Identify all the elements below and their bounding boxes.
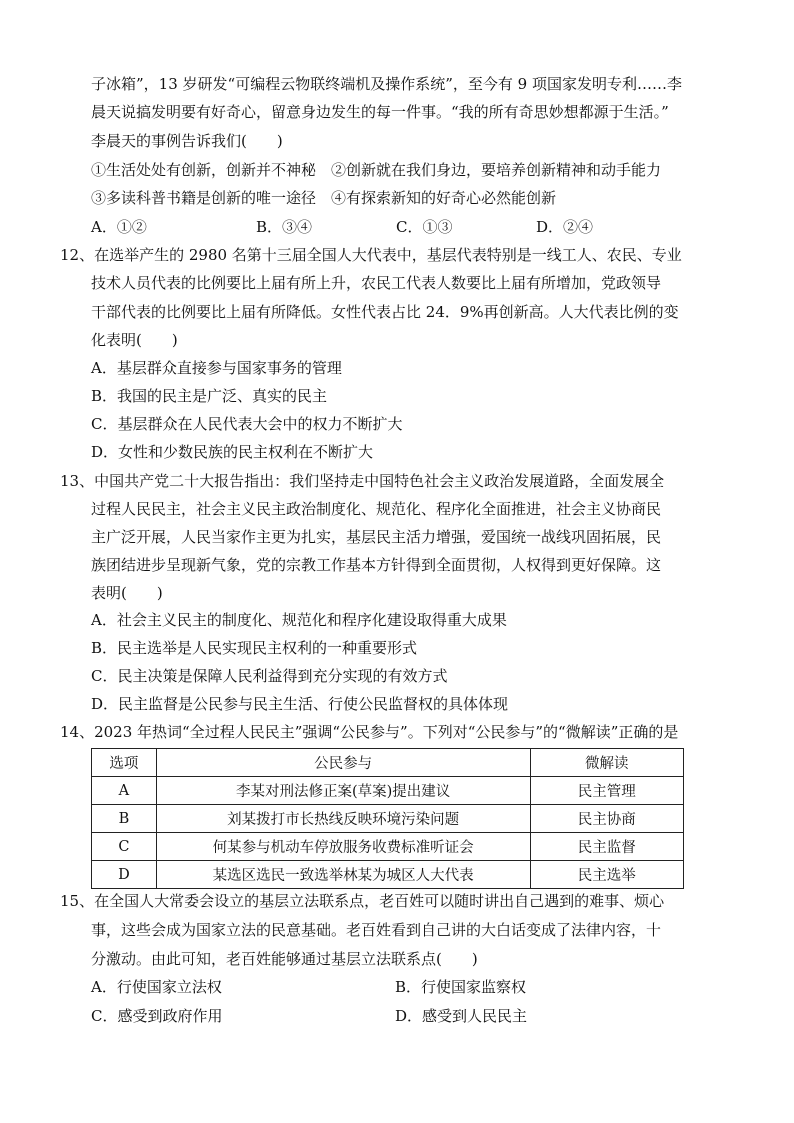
table-row[interactable] (92, 805, 684, 833)
table-cell: 民主选举 (530, 861, 684, 889)
table-cell: 民主管理 (530, 777, 684, 805)
question-13-stem-line: 过程人民民主，社会主义民主政治制度化、规范化、程序化全面推进，社会主义协商民 (91, 500, 662, 518)
question-11-choice-c[interactable]: C．①③ (396, 218, 453, 236)
answer-table (91, 748, 684, 889)
question-11-choice-b[interactable]: B．③④ (256, 218, 313, 236)
question-11-statement: ①生活处处有创新，创新并不神秘 ②创新就在我们身边，要培养创新精神和动手能力 (91, 161, 662, 179)
question-13-option-b[interactable]: B．民主选举是人民实现民主权利的一种重要形式 (91, 639, 418, 657)
question-11-statement: ③多读科普书籍是创新的唯一途径 ④有探索新知的好奇心必然能创新 (91, 189, 557, 207)
table-header-cell: 公民参与 (156, 749, 530, 777)
question-15-stem-line: 分激动。由此可知，老百姓能够通过基层立法联系点( ) (91, 950, 478, 968)
question-12-stem-line: 化表明( ) (91, 331, 178, 349)
question-11-choice-d[interactable]: D．②④ (536, 218, 594, 236)
question-15-option-b[interactable]: B．行使国家监察权 (395, 978, 527, 996)
question-11-stem-line: 子冰箱”，13 岁研发“可编程云物联终端机及操作系统”，至今有 9 项国家发明专利……李 (91, 75, 682, 93)
question-13-option-d[interactable]: D．民主监督是公民参与民主生活、行使公民监督权的具体体现 (91, 695, 509, 713)
question-11-choice-a[interactable]: A．①② (91, 218, 147, 236)
question-12-option-b[interactable]: B．我国的民主是广泛、真实的民主 (91, 387, 328, 405)
table-header-row (92, 749, 684, 777)
table-cell: A (92, 777, 157, 805)
question-15-option-c[interactable]: C．感受到政府作用 (91, 1007, 223, 1025)
question-13-option-a[interactable]: A．社会主义民主的制度化、规范化和程序化建设取得重大成果 (91, 611, 507, 629)
question-13-option-c[interactable]: C．民主决策是保障人民利益得到充分实现的有效方式 (91, 667, 448, 685)
question-15-option-d[interactable]: D．感受到人民民主 (395, 1007, 528, 1025)
table-cell: B (92, 805, 157, 833)
table-cell: C (92, 833, 157, 861)
table-cell: 某选区选民一致选举林某为城区人大代表 (156, 861, 530, 889)
question-15-stem-line: 15、在全国人大常委会设立的基层立法联系点，老百姓可以随时讲出自己遇到的难事、烦心 (60, 892, 665, 910)
question-13-stem-line: 13、中国共产党二十大报告指出：我们坚持走中国特色社会主义政治发展道路，全面发展全 (60, 472, 665, 490)
table-row[interactable] (92, 833, 684, 861)
question-12-stem-line: 12、在选举产生的 2980 名第十三届全国人大代表中，基层代表特别是一线工人、农民、专业 (60, 246, 682, 264)
table-row[interactable] (92, 861, 684, 889)
table-row[interactable] (92, 777, 684, 805)
table-cell: 何某参与机动车停放服务收费标准听证会 (156, 833, 530, 861)
question-15-option-a[interactable]: A．行使国家立法权 (91, 978, 222, 996)
table-cell: D (92, 861, 157, 889)
table-cell: 刘某拨打市长热线反映环境污染问题 (156, 805, 530, 833)
table-cell: 民主协商 (530, 805, 684, 833)
table-cell: 民主监督 (530, 833, 684, 861)
table-cell: 李某对刑法修正案(草案)提出建议 (156, 777, 530, 805)
question-12-stem-line: 技术人员代表的比例要比上届有所上升，农民工代表人数要比上届有所增加，党政领导 (91, 274, 662, 292)
question-13-stem-line: 主广泛开展，人民当家作主更为扎实，基层民主活力增强，爱国统一战线巩固拓展，民 (91, 528, 662, 546)
question-12-option-a[interactable]: A．基层群众直接参与国家事务的管理 (91, 359, 342, 377)
table-header-cell: 选项 (92, 749, 157, 777)
question-13-stem-line: 表明( ) (91, 584, 163, 602)
question-12-option-c[interactable]: C．基层群众在人民代表大会中的权力不断扩大 (91, 415, 403, 433)
question-12-option-d[interactable]: D．女性和少数民族的民主权利在不断扩大 (91, 443, 374, 461)
question-11-stem-line: 晨天说搞发明要有好奇心，留意身边发生的每一件事。“我的所有奇思妙想都源于生活。” (91, 103, 669, 121)
question-11-stem-line: 李晨天的事例告诉我们( ) (91, 132, 283, 150)
table-header-cell: 微解读 (530, 749, 684, 777)
question-15-stem-line: 事，这些会成为国家立法的民意基础。老百姓看到自己讲的大白话变成了法律内容，十 (91, 921, 662, 939)
question-12-stem-line: 干部代表的比例要比上届有所降低。女性代表占比 24．9%再创新高。人大代表比例的变 (91, 303, 679, 321)
question-14-stem: 14、2023 年热词“全过程人民民主”强调“公民参与”。下列对“公民参与”的“微解读”正确的是 (60, 723, 679, 741)
question-13-stem-line: 族团结进步呈现新气象，党的宗教工作基本方针得到全面贯彻，人权得到更好保障。这 (91, 556, 662, 574)
